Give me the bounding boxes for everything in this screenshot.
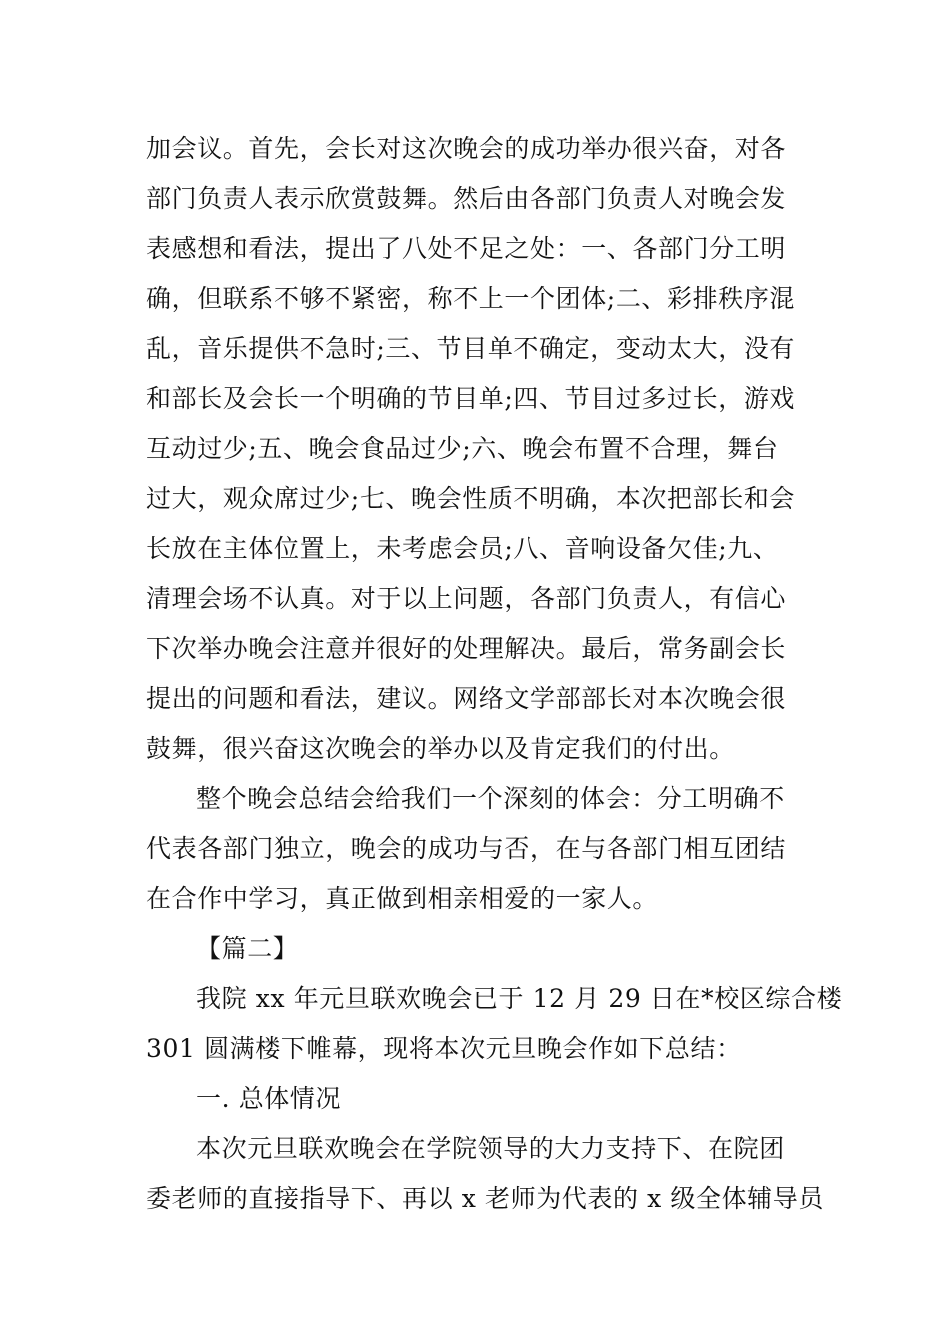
text-line: 表感想和看法，提出了八处不足之处：一、各部门分工明 <box>146 234 787 263</box>
text-line: 在合作中学习，真正做到相亲相爱的一家人。 <box>146 884 659 913</box>
text-line: 本次元旦联欢晚会在学院领导的大力支持下、在院团 <box>196 1134 785 1163</box>
document-body <box>146 124 843 1224</box>
text-line: 我院 xx 年元旦联欢晚会已于 12 月 29 日在*校区综合楼 <box>196 984 843 1013</box>
text-line: 加会议。首先，会长对这次晚会的成功举办很兴奋，对各 <box>146 134 787 163</box>
text-line: 过大，观众席过少;七、晚会性质不明确，本次把部长和会 <box>146 484 796 513</box>
text-line: 301 圆满楼下帷幕，现将本次元旦晚会作如下总结： <box>146 1034 742 1063</box>
paragraph-event-support <box>146 1124 824 1224</box>
text-line: 整个晚会总结会给我们一个深刻的体会：分工明确不 <box>196 784 785 813</box>
subheading-overall-situation <box>146 1074 811 1124</box>
text-line: 互动过少;五、晚会食品过少;六、晚会布置不合理，舞台 <box>146 434 779 463</box>
text-line: 乱，音乐提供不急时;三、节目单不确定，变动太大，没有 <box>146 334 796 363</box>
text-line: 提出的问题和看法，建议。网络文学部部长对本次晚会很 <box>146 684 787 713</box>
text-line: 和部长及会长一个明确的节目单;四、节目过多过长，游戏 <box>146 384 796 413</box>
subheading-text: 一. 总体情况 <box>196 1084 342 1113</box>
paragraph-event-intro <box>146 974 843 1074</box>
text-line: 鼓舞，很兴奋这次晚会的举办以及肯定我们的付出。 <box>146 734 735 763</box>
section-heading-text: 【篇二】 <box>196 934 299 963</box>
text-line: 委老师的直接指导下、再以 x 老师为代表的 x 级全体辅导员 <box>146 1184 824 1213</box>
section-heading-part-two <box>146 924 811 974</box>
text-line: 确，但联系不够不紧密，称不上一个团体;二、彩排秩序混 <box>146 284 796 313</box>
paragraph-overall-reflection <box>146 774 811 924</box>
text-line: 部门负责人表示欣赏鼓舞。然后由各部门负责人对晚会发 <box>146 184 787 213</box>
text-line: 代表各部门独立，晚会的成功与否，在与各部门相互团结 <box>146 834 787 863</box>
text-line: 下次举办晚会注意并很好的处理解决。最后，常务副会长 <box>146 634 787 663</box>
text-line: 长放在主体位置上，未考虑会员;八、音响设备欠佳;九、 <box>146 534 779 563</box>
text-line: 清理会场不认真。对于以上问题，各部门负责人，有信心 <box>146 584 787 613</box>
paragraph-meeting-summary <box>146 124 811 774</box>
